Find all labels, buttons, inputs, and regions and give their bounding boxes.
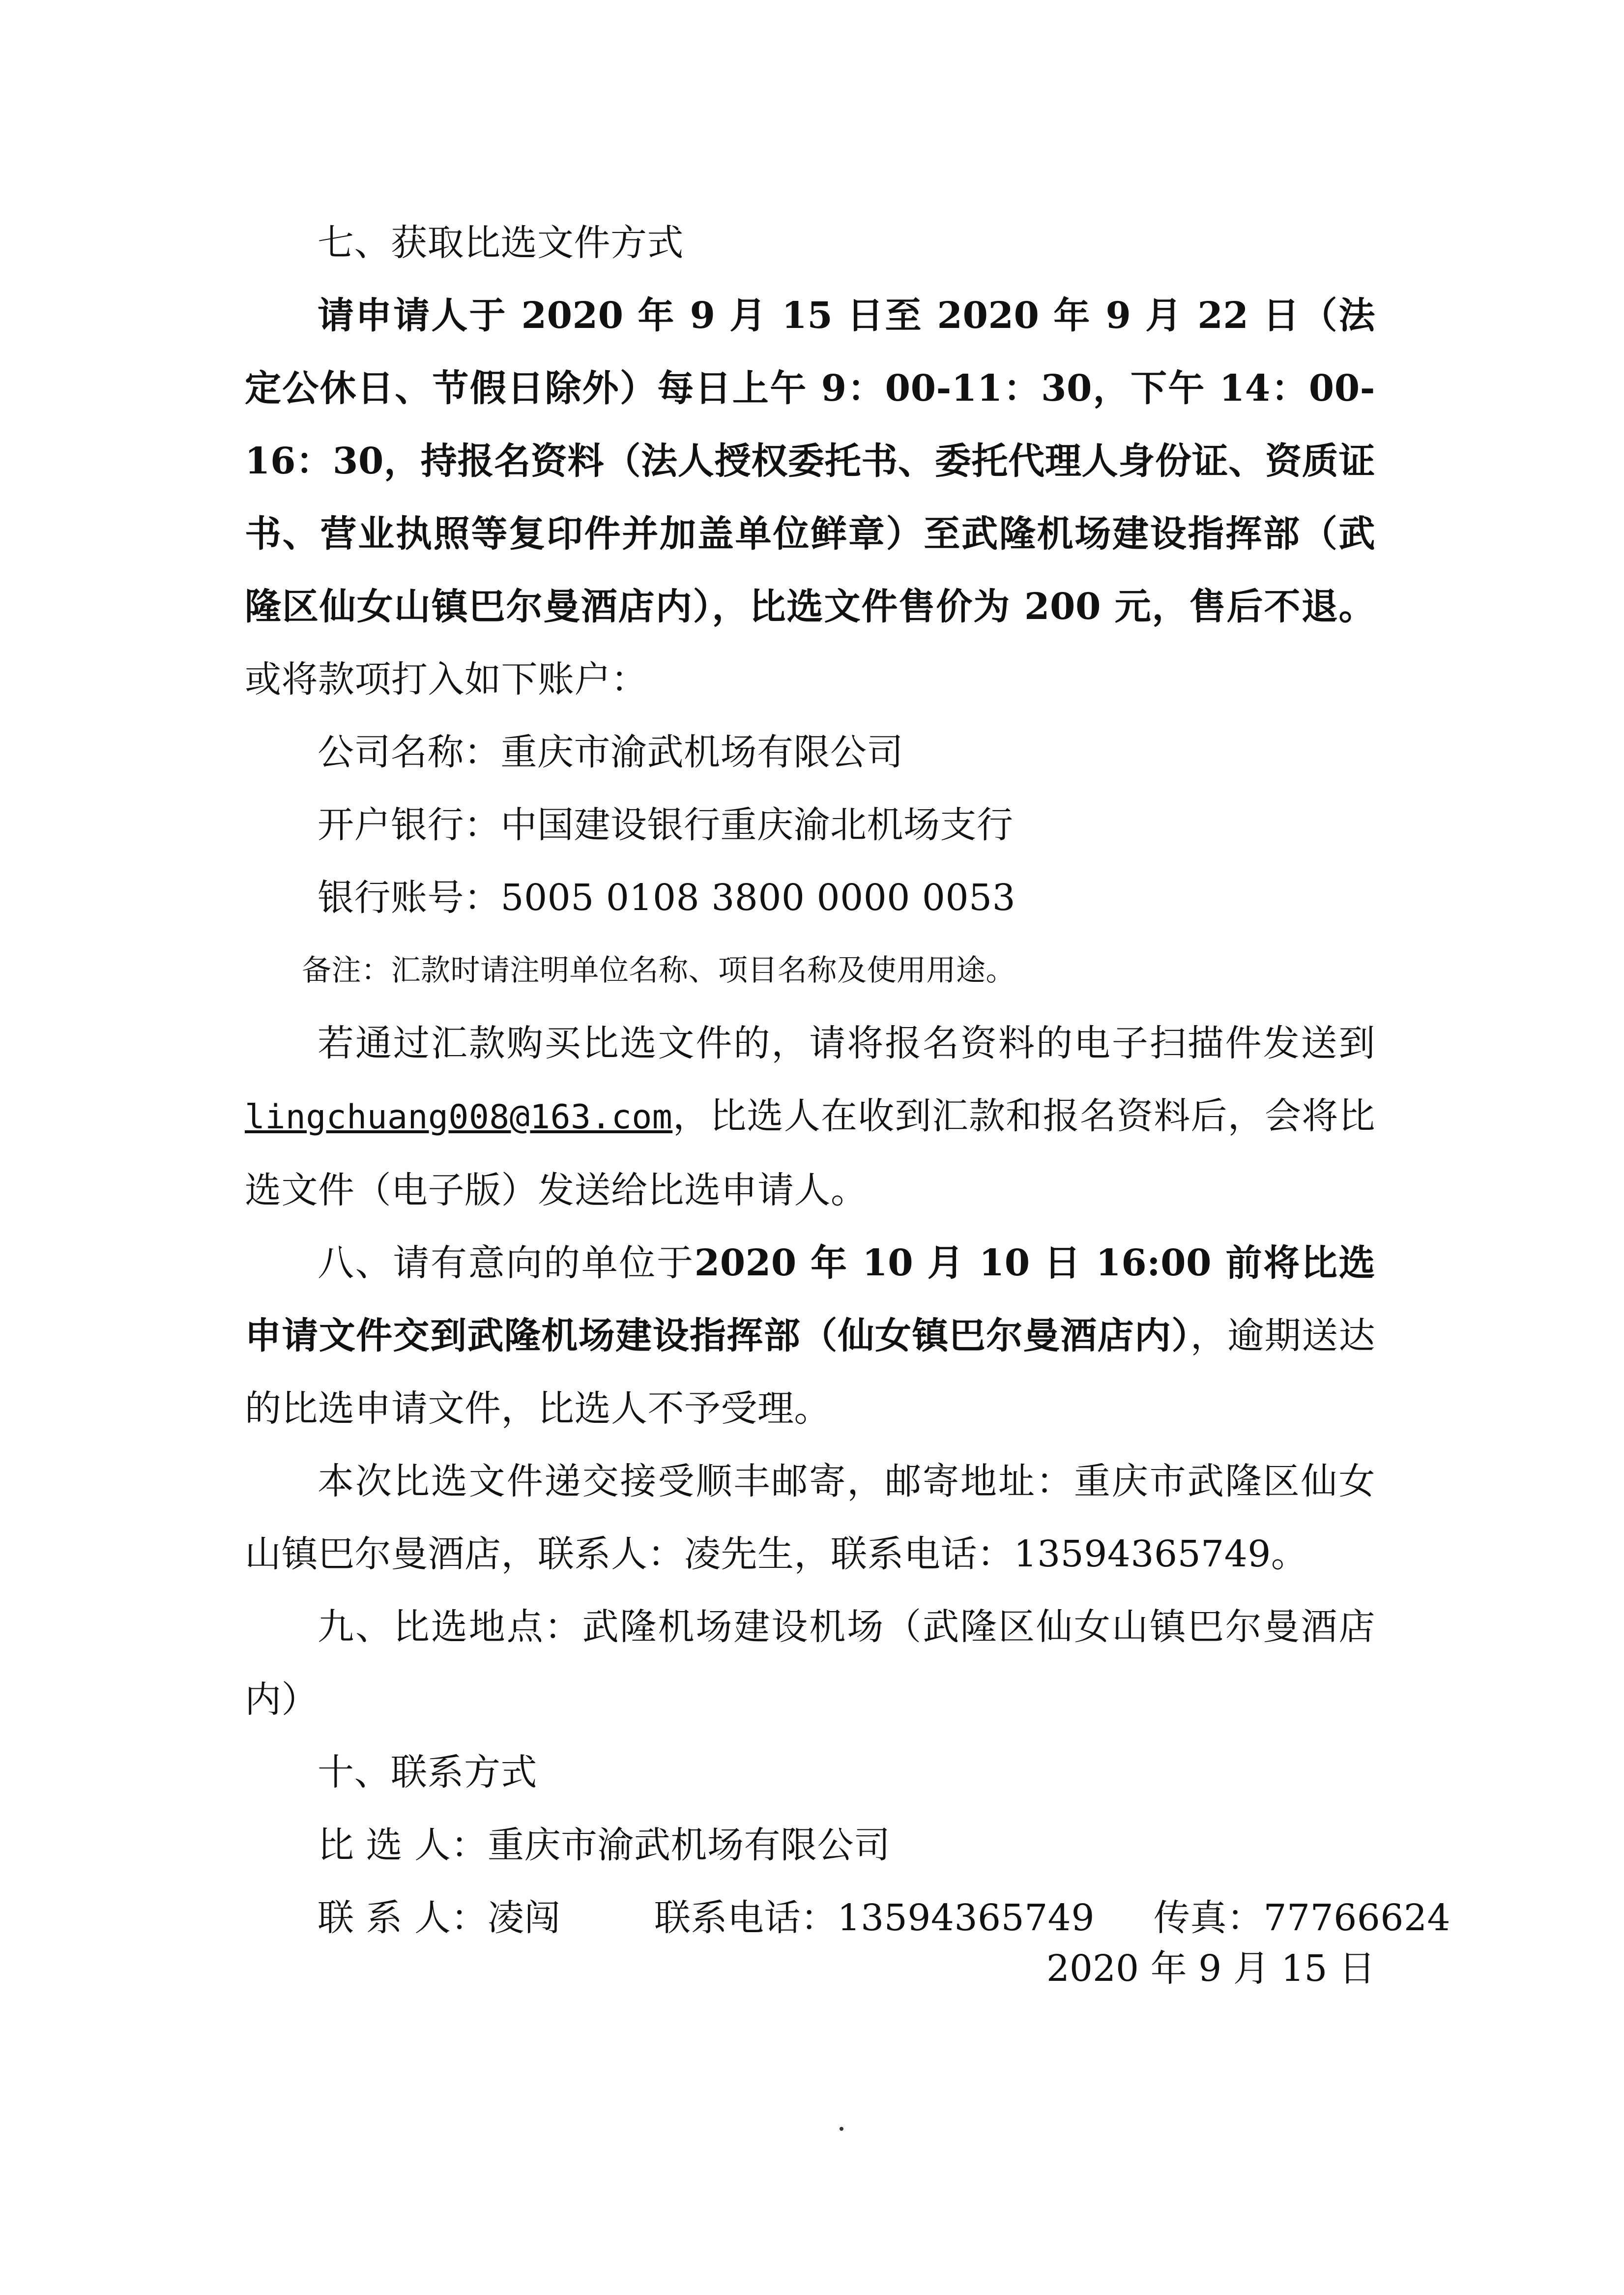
scan-speck <box>840 2127 843 2131</box>
bank-account-line: 银行账号：5005 0108 3800 0000 0053 <box>318 877 1016 919</box>
document-date: 2020 年 9 月 15 日 <box>1046 1947 1375 1990</box>
selector-line: 比 选 人：重庆市渝武机场有限公司 <box>318 1824 891 1866</box>
section-8-deadline: 2020 年 10 月 10 日 16:00 前将比选申请文件交到武隆机场建设指挥部（仙女镇巴尔曼酒店内） <box>245 1242 1376 1357</box>
remittance-intro: 若通过汇款购买比选文件的，请将报名资料的电子扫描件发送到 <box>318 1022 1375 1064</box>
section-8-lead: 八、请有意向的单位于 <box>318 1242 695 1284</box>
section-7-heading: 七、获取比选文件方式 <box>318 222 684 264</box>
contact-phone: 联系电话：13594365749 <box>654 1897 1095 1939</box>
section-8-tail: ，逾期送达的比选申请文件，比选人不予受理。 <box>245 1315 1376 1430</box>
mail-delivery-paragraph: 本次比选文件递交接受顺丰邮寄，邮寄地址：重庆市武隆区仙女山镇巴尔曼酒店，联系人：凌先生，联系电话：13594365749。 <box>245 1460 1375 1575</box>
bank-name-line: 开户银行：中国建设银行重庆渝北机场支行 <box>318 804 1014 846</box>
remittance-paragraph <box>245 1007 1375 1227</box>
document-body <box>245 206 1451 1954</box>
section-7-paragraph <box>245 279 1375 716</box>
section-8-paragraph <box>245 1227 1375 1445</box>
section-7-schedule: 请申请人于 2020 年 9 月 15 日至 2020 年 9 月 22 日（法定公休日、节假日除外）每日上午 9：00-11：30，下午 14：00-16：30， <box>245 294 1375 482</box>
contact-person: 联 系 人：凌闯 <box>318 1897 561 1939</box>
section-10-heading: 十、联系方式 <box>318 1751 537 1794</box>
section-7-requirements: 持报名资料（法人授权委托书、委托代理人身份证、资质证书、营业执照等复印件并加盖单位鲜章）至武隆机场建设指挥部（武隆区仙女山镇巴尔曼酒店内），比选文件售价为 200 元，售后不退。 <box>245 440 1375 628</box>
section-9-paragraph: 九、比选地点：武隆机场建设机场（武隆区仙女山镇巴尔曼酒店内） <box>245 1606 1375 1721</box>
company-name-line: 公司名称：重庆市渝武机场有限公司 <box>318 731 903 773</box>
email-link[interactable]: lingchuang008@163.com <box>245 1098 673 1137</box>
section-7-account-intro: 或将款项打入如下账户： <box>245 658 648 701</box>
remittance-note: 备注：汇款时请注明单位名称、项目名称及使用用途。 <box>302 953 1015 988</box>
remittance-tail: ，比选人在收到汇款和报名资料后，会将比选文件（电子版）发送给比选申请人。 <box>245 1095 1375 1211</box>
contact-fax: 传真：77766624 <box>1153 1897 1451 1939</box>
